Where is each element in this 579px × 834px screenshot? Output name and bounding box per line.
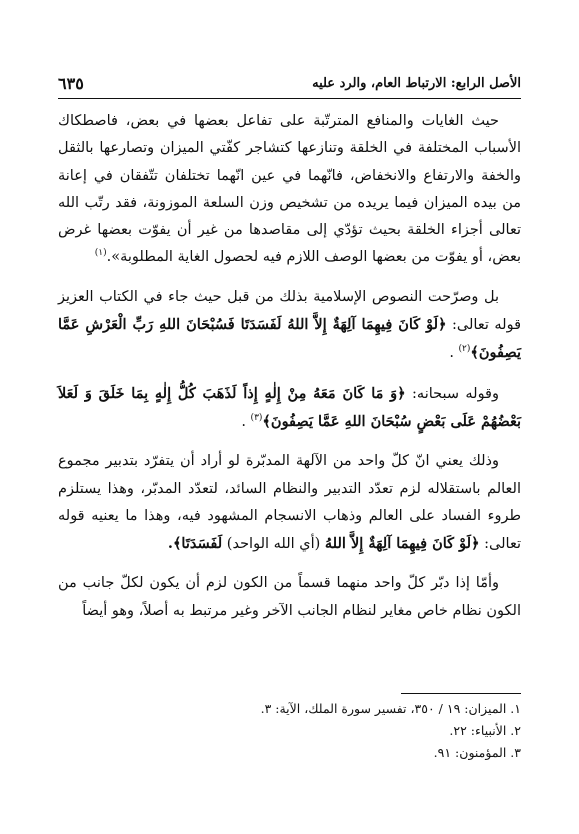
footnotes [58, 693, 521, 764]
paragraph-4 [58, 448, 521, 558]
footnote-marker: (٣) [250, 413, 263, 424]
paragraph-text: بل وصرّحت النصوص الإسلامية بذلك من قبل حيث جاء في الكتاب العزيز قوله تعالى: [58, 288, 522, 334]
paragraph-text: وقوله سبحانه: [405, 385, 499, 402]
header-rule [58, 98, 521, 99]
main-text [58, 108, 521, 625]
footnote-marker: (١) [94, 248, 107, 259]
page-header [58, 76, 521, 100]
quran-verse: ﴿وَ مَا كَانَ مَعَهُ مِنْ إِلٰهٍ إِذاً لَذَهَبَ كُلُّ إِلٰهٍ بِمَا خَلَقَ وَ لَعَلاَ بَعْضُهُمْ عَلَى بَعْضٍ سُبْحَانَ اللهِ عَمَّا يَصِفُونَ﴾ [58, 384, 521, 430]
footnote-2: ٢. الأنبياء: ٢٢. [449, 723, 521, 738]
quran-verse: ﴿لَوْ كَانَ فِيهِمَا آلِهَةٌ إِلاَّ اللهُ لَفَسَدَتَا فَسُبْحَانَ اللهِ رَبِّ الْعَرْشِ عَمَّا يَصِفُونَ﴾ [58, 316, 521, 362]
footnote-3: ٣. المؤمنون: ٩١. [433, 745, 521, 760]
paragraph-3 [58, 380, 521, 437]
quran-verse: لَفَسَدَتَا﴾. [167, 535, 223, 553]
footnote-marker: (٢) [458, 344, 471, 355]
paragraph-text: وذلك يعني انّ كلّ واحد من الآلهة المدبّرة لو أراد أن يتفرّد بتدبير مجموع العالم باستقلاله لزم تعدّد التدبير والنظام السائد، لتعدّد المدبّر، وهذا يستلزم طروء الفساد على العالم وذهاب الانسجام المشهود فيه، وهذا ما يعنيه قوله تعالى: [58, 453, 521, 553]
paragraph-2 [58, 284, 521, 368]
paragraph-text: . [449, 345, 459, 362]
paragraph-text: (أي الله الواحد) [222, 536, 325, 553]
footnote-rule [401, 693, 521, 694]
page-number: ٦٣٥ [58, 74, 84, 93]
paragraph-1 [58, 108, 521, 272]
paragraph-5 [58, 570, 521, 625]
running-title: الأصل الرابع: الارتباط العام، والرد عليه [312, 76, 521, 91]
paragraph-text: وأمّا إذا دبّر كلّ واحد منهما قسماً من الكون لزم أن يكون لكلّ جانب من الكون نظام خاص مغاير لنظام الجانب الآخر وغير مرتبط به أصلاً، وهو أيضاً [58, 575, 521, 619]
footnote-1: ١. الميزان: ١٩ / ٣٥٠، تفسير سورة الملك، الآية: ٣. [260, 701, 521, 716]
quran-verse: ﴿لَوْ كَانَ فِيهِمَا آلِهَةٌ إِلاَّ اللهُ [324, 535, 480, 553]
paragraph-text: . [241, 413, 251, 430]
paragraph-text: حيث الغايات والمنافع المترتّبة على تفاعل بعضها في بعض، فاصطكاك الأسباب المختلفة في الخلقة وتنازعها كتشاجر كفّتي الميزان وتصارعها بالثقل والخفة والارتفاع والانخفاض، فانّهما في عين انّهما تختلفان تتّفقان في إعانة من بيده الميزان فيما يريده من تشخيص وزن السلعة الموزونة، فقد رتّب الله تعالى أجزاء الخلقة بحيث تؤدّي إلى مقاصدها من غير أن يفوّت بعضها غرض بعض، أو يفوّت من بعضها الوصف اللازم فيه لحصول الغاية المطلوبة». [58, 113, 521, 266]
